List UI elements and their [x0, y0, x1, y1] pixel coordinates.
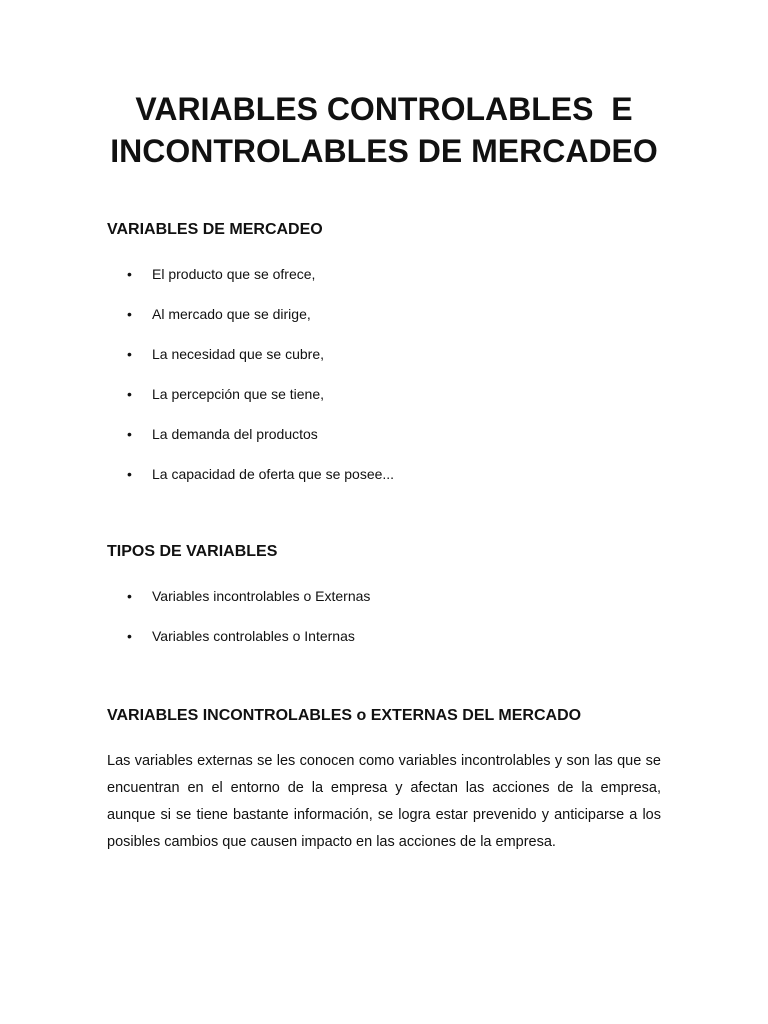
- bullet-icon: •: [127, 306, 132, 322]
- list-item-text: Al mercado que se dirige,: [152, 306, 311, 322]
- bullet-icon: •: [127, 466, 132, 482]
- list-item-text: La capacidad de oferta que se posee...: [152, 466, 395, 482]
- list-item-text: La necesidad que se cubre,: [152, 346, 325, 362]
- document-title: [80, 88, 688, 172]
- list-item-text: El producto que se ofrece,: [152, 266, 316, 282]
- list-item-text: Variables controlables o Internas: [152, 628, 355, 644]
- title-line-2: INCONTROLABLES DE MERCADEO: [110, 133, 658, 169]
- section-heading-tipos-de-variables: TIPOS DE VARIABLES: [107, 543, 278, 560]
- list-item-text: La demanda del productos: [152, 426, 318, 442]
- list-item-text: La percepción que se tiene,: [152, 386, 325, 402]
- body-paragraph: Las variables externas se les conocen como variables incontrolables y son las que se encuentran en el entorno de la empresa y afectan las acciones de la empresa, aunque si se tiene bastante información, se logra estar prevenido y anticiparse a los posibles cambios que causen impacto en las acciones de la empresa.: [107, 753, 661, 850]
- bullet-icon: •: [127, 386, 132, 402]
- section-heading-variables-incontrolables: VARIABLES INCONTROLABLES o EXTERNAS DEL MERCADO: [107, 707, 582, 724]
- bullet-icon: •: [127, 588, 132, 604]
- bullet-icon: •: [127, 346, 132, 362]
- list-item-text: Variables incontrolables o Externas: [152, 588, 371, 604]
- bullet-icon: •: [127, 628, 132, 644]
- title-line-1: VARIABLES CONTROLABLES E: [135, 91, 633, 127]
- section-heading-variables-de-mercadeo: VARIABLES DE MERCADEO: [107, 221, 323, 238]
- bullet-icon: •: [127, 266, 132, 282]
- bullet-icon: •: [127, 426, 132, 442]
